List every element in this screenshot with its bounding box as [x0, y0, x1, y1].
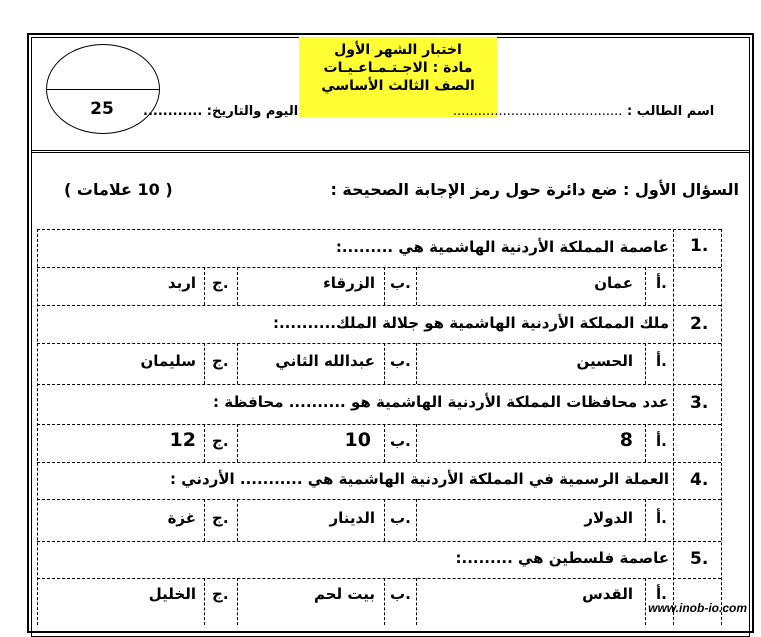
option-text-c[interactable]: 12 [169, 429, 196, 451]
option-divider [416, 578, 417, 625]
student-name-field[interactable] [453, 104, 714, 119]
option-divider [384, 267, 385, 305]
option-letter-c[interactable]: ج. [212, 352, 229, 370]
score-total: 25 [90, 99, 114, 119]
date-field[interactable] [143, 104, 298, 119]
question-text: العملة الرسمية في المملكة الأردنية الهاشمية هي ........... الأردني : [169, 470, 669, 488]
question-number: 1. [690, 236, 709, 256]
option-divider [384, 424, 385, 462]
option-divider [204, 343, 205, 384]
option-letter-c[interactable]: ج. [212, 585, 229, 603]
option-text-c[interactable]: اربد [167, 274, 196, 292]
option-divider [204, 578, 205, 625]
option-divider [237, 343, 238, 384]
question-number: 5. [690, 549, 709, 569]
option-divider [416, 343, 417, 384]
student-name-dots: ......................................... [453, 104, 623, 119]
option-divider [645, 267, 646, 305]
option-letter-b[interactable]: ب. [390, 274, 411, 292]
option-divider [237, 267, 238, 305]
table-border-left [37, 229, 38, 625]
row-divider [37, 343, 721, 344]
option-text-b[interactable]: عبدالله الثاني [275, 352, 375, 370]
row-divider [37, 424, 721, 425]
option-divider [237, 578, 238, 625]
option-letter-b[interactable]: ب. [390, 585, 411, 603]
option-letter-a[interactable]: أ. [656, 352, 667, 370]
option-text-c[interactable]: سليمان [140, 352, 196, 370]
option-divider [416, 267, 417, 305]
page-frame-inner [31, 37, 750, 637]
student-name-label: اسم الطالب : [626, 104, 715, 119]
row-divider [37, 462, 721, 463]
option-divider [237, 499, 238, 541]
option-text-a[interactable]: عمان [594, 274, 633, 292]
option-text-a[interactable]: الحسين [576, 352, 633, 370]
exam-grade: الصف الثالث الأساسي [321, 78, 475, 94]
option-divider [645, 499, 646, 541]
option-divider [645, 343, 646, 384]
row-divider [37, 305, 721, 306]
row-divider [37, 229, 721, 230]
row-divider [37, 578, 721, 579]
date-dots: ............ [143, 104, 203, 119]
option-divider [416, 499, 417, 541]
option-divider [204, 424, 205, 462]
option-letter-a[interactable]: أ. [656, 432, 667, 450]
option-letter-b[interactable]: ب. [390, 509, 411, 527]
option-text-c[interactable]: غزة [167, 509, 196, 527]
option-letter-b[interactable]: ب. [390, 432, 411, 450]
exam-title: اختبار الشهر الأول [334, 42, 462, 58]
date-label: اليوم والتاريخ: [206, 104, 299, 119]
question-text: عاصمة فلسطين هي .........: [455, 549, 669, 567]
option-text-b[interactable]: بيت لحم [313, 585, 375, 603]
option-text-b[interactable]: الدينار [329, 509, 375, 527]
option-divider [237, 424, 238, 462]
option-divider [384, 499, 385, 541]
section-title: السؤال الأول : ضع دائرة حول رمز الإجابة الصحيحة : [330, 180, 739, 199]
option-divider [384, 578, 385, 625]
footer-url: www.inob-io.com [648, 601, 747, 615]
header-separator [31, 150, 750, 153]
row-divider [37, 499, 721, 500]
option-letter-a[interactable]: أ. [656, 585, 667, 603]
question-text: ملك المملكة الأردنية الهاشمية هو جلالة الملك..........: [272, 314, 669, 332]
question-text: عدد محافظات المملكة الأردنية الهاشمية هو .......... محافظة : [213, 393, 669, 411]
option-text-a[interactable]: 8 [619, 429, 633, 451]
number-column-divider [673, 229, 674, 625]
question-number: 4. [690, 470, 709, 490]
option-letter-c[interactable]: ج. [212, 509, 229, 527]
option-divider [384, 343, 385, 384]
option-letter-c[interactable]: ج. [212, 432, 229, 450]
row-divider [37, 541, 721, 542]
option-text-b[interactable]: الزرقاء [323, 274, 375, 292]
section-marks: ( 10 علامات ) [64, 180, 173, 199]
score-oval-divider [46, 89, 160, 90]
option-text-a[interactable]: القدس [582, 585, 633, 603]
option-letter-b[interactable]: ب. [390, 352, 411, 370]
option-divider [204, 499, 205, 541]
option-letter-c[interactable]: ج. [212, 274, 229, 292]
option-letter-a[interactable]: أ. [656, 274, 667, 292]
option-letter-a[interactable]: أ. [656, 509, 667, 527]
table-border-right [721, 229, 722, 625]
option-divider [416, 424, 417, 462]
option-text-b[interactable]: 10 [344, 429, 371, 451]
question-number: 3. [690, 393, 709, 413]
question-number: 2. [690, 314, 709, 334]
option-text-a[interactable]: الدولار [584, 509, 633, 527]
row-divider [37, 267, 721, 268]
option-divider [645, 578, 646, 625]
row-divider [37, 384, 721, 385]
option-divider [204, 267, 205, 305]
question-text: عاصمة المملكة الأردنية الهاشمية هي .........: [335, 238, 669, 256]
option-divider [645, 424, 646, 462]
exam-subject: مادة : الاجـتـمـاعـيـات [323, 60, 473, 76]
option-text-c[interactable]: الخليل [148, 585, 196, 603]
